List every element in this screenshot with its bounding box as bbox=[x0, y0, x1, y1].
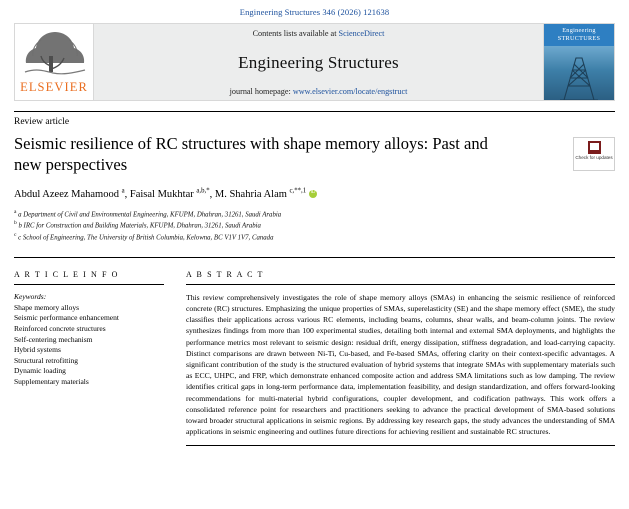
keywords-heading: Keywords: bbox=[14, 291, 47, 301]
cover-tower-illustration bbox=[556, 56, 602, 100]
keyword-item: Self-centering mechanism bbox=[14, 334, 93, 344]
article-type: Review article bbox=[14, 117, 70, 127]
cover-photo bbox=[544, 46, 614, 100]
keyword-item: Supplementary materials bbox=[14, 376, 89, 386]
affiliation-a: $^a$ a Department of Civil and Environmental Engineering, KFUPM, Dhahran, 31261, Saudi Arabia bbox=[14, 208, 282, 218]
journal-homepage-link[interactable]: www.elsevier.com/locate/engstruct bbox=[292, 87, 408, 96]
article-info-rule bbox=[14, 284, 164, 285]
keywords-list bbox=[14, 303, 164, 388]
orcid-icon[interactable] bbox=[309, 190, 317, 198]
affiliation-a-text: a Department of Civil and Environmental Engineering, KFUPM, Dhahran, 31261, Saudi Arabia bbox=[18, 210, 282, 218]
cover-band-line2: STRUCTURES bbox=[557, 35, 601, 42]
crossmark-label: Check for updates bbox=[575, 155, 613, 160]
affiliation-c-text: c School of Engineering, The University of British Columbia, Kelowna, BC V1V 1V7, Canada bbox=[18, 234, 274, 242]
running-head bbox=[14, 0, 615, 17]
journal-title: Engineering Structures bbox=[238, 52, 399, 72]
sciencedirect-link[interactable]: ScienceDirect bbox=[338, 29, 385, 38]
journal-cover-thumbnail bbox=[543, 23, 615, 101]
affiliations bbox=[14, 208, 615, 243]
journal-reference-link[interactable]: Engineering Structures 346 (2026) 121638 bbox=[239, 7, 390, 17]
article-info-column bbox=[14, 270, 164, 447]
body-divider bbox=[14, 257, 615, 258]
crossmark-icon bbox=[588, 141, 601, 154]
contents-available-line bbox=[253, 29, 385, 38]
header-divider bbox=[14, 111, 615, 112]
elsevier-wordmark: ELSEVIER bbox=[20, 80, 88, 94]
page-title: Seismic resilience of RC structures with shape memory alloys: Past and new perspectives bbox=[14, 134, 488, 174]
article-info-heading: A R T I C L E I N F O bbox=[14, 269, 120, 279]
keyword-item: Shape memory alloys bbox=[14, 302, 79, 312]
authors-text: Abdul Azeez Mahamood $^a$, Faisal Mukhtar $^{a,b,*}$, M. Shahria Alam $^{c,**,1}$ bbox=[14, 187, 307, 200]
abstract-text: This review comprehensively investigates the role of shape memory alloys (SMAs) in enhancing the seismic resilience of reinforced concrete (RC) structures. Emphasizing the unique properties of SMAs, superelasticity (SE) and the shape memory effect (SME), the study classifies their applications across various RC elements, including beams, columns, shear walls, and beam-column joints. The review synthesizes findings from more than 100 experimental studies, detailing both internal and external SMA deployments, and highlights the performance metrics most relevant to seismic design: residual drift, energy dissipation, stiffness degradation, and load-carrying capacity. Distinct comparisons are drawn between Ni-Ti, Cu-based, and Fe-based SMAs, offering clarity on their context-specific advantages. A significant contribution of the study is the structured evaluation of hybrid systems that integrate SMAs with supplementary materials such as ECC, UHPC, and FRP, which demonstrate enhanced composite action and address SMA limitations such as low damping. The review identifies critical gaps in long-term performance data, implementation feasibility, and design standardization, and offers forward-looking recommendations for multi-material hybrid configurations, coupler development, and codification pathways. This work offers a consolidated reference point for researchers and practitioners seeking to advance the practical development of SMA-based solutions toward broader structural applications in seismic regions. By addressing key research gaps, the study advances the understanding of SMA applications in seismic engineering and outlines future directions for achieving resilient and sustainable RC structures. bbox=[186, 292, 615, 437]
keyword-item: Dynamic loading bbox=[14, 366, 66, 376]
publisher-logo bbox=[14, 23, 94, 101]
journal-homepage-line bbox=[230, 87, 408, 96]
affiliation-b-text: b IRC for Construction and Building Materials, KFUPM, Dhahran, 31261, Saudi Arabia bbox=[18, 222, 261, 230]
masthead-center bbox=[94, 23, 543, 101]
cover-band bbox=[544, 24, 614, 46]
affiliation-b: $^b$ b IRC for Construction and Building Materials, KFUPM, Dhahran, 31261, Saudi Arabia bbox=[14, 220, 261, 230]
affiliation-c: $^c$ c School of Engineering, The University of British Columbia, Kelowna, BC V1V 1V7, Canada bbox=[14, 232, 274, 242]
author-list bbox=[14, 187, 615, 200]
keyword-item: Structural retrofitting bbox=[14, 355, 78, 365]
crossmark-badge[interactable] bbox=[573, 137, 615, 171]
abstract-heading: A B S T R A C T bbox=[186, 269, 265, 279]
elsevier-tree-icon bbox=[15, 26, 93, 78]
two-column-body bbox=[14, 270, 615, 447]
keyword-item: Hybrid systems bbox=[14, 345, 61, 355]
cover-band-line1: Engineering bbox=[562, 27, 596, 34]
abstract-rule bbox=[186, 284, 615, 285]
journal-masthead bbox=[14, 23, 615, 101]
homepage-prefix: journal homepage: bbox=[229, 87, 293, 96]
contents-prefix: Contents lists available at bbox=[252, 29, 339, 38]
keyword-item: Seismic performance enhancement bbox=[14, 313, 119, 323]
abstract-bottom-rule bbox=[186, 445, 615, 446]
abstract-column bbox=[186, 270, 615, 447]
keyword-item: Reinforced concrete structures bbox=[14, 323, 106, 333]
